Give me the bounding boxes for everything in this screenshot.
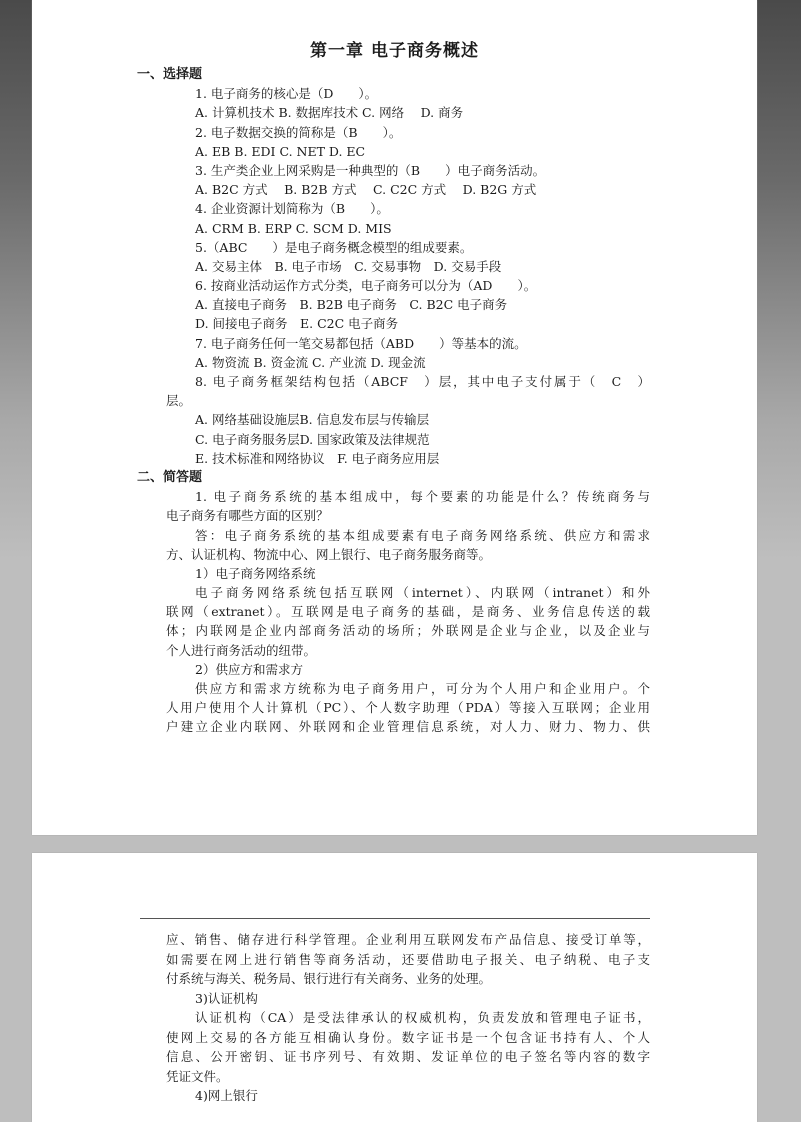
- text-line: 1. 电子商务的核心是（D ）。: [195, 86, 378, 102]
- document-page-1: [32, 0, 757, 835]
- text-line: 答：电子商务系统的基本组成要素有电子商务网络系统、供应方和需求: [195, 527, 650, 543]
- page-2-text: [32, 930, 757, 1106]
- text-line: 人用户使用个人计算机（PC）、个人数字助理（PDA）等接入互联网；企业用: [166, 700, 650, 716]
- text-line: 3)认证机构: [195, 990, 258, 1006]
- text-line: 联网（extranet）。互联网是电子商务的基础，是商务、业务信息传送的载: [166, 604, 650, 620]
- section-heading: 二、简答题: [137, 469, 203, 485]
- section-heading: 一、选择题: [137, 67, 203, 82]
- text-line: 认证机构（CA）是受法律承认的权威机构，负责发放和管理电子证书，: [195, 1010, 650, 1025]
- text-line: 付系统与海关、税务局、银行进行有关商务、业务的处理。: [166, 971, 492, 986]
- text-line: E. 技术标准和网络协议 F. 电子商务应用层: [195, 450, 440, 466]
- text-line: 方、认证机构、物流中心、网上银行、电子商务服务商等。: [166, 546, 492, 562]
- text-line: 3. 生产类企业上网采购是一种典型的（B ）电子商务活动。: [195, 162, 546, 178]
- text-line: 供应方和需求方统称为电子商务用户，可分为个人用户和企业用户。个: [195, 681, 650, 696]
- text-line: A. 直接电子商务 B. B2B 电子商务 C. B2C 电子商务: [195, 297, 508, 313]
- text-line: 2. 电子数据交换的简称是（B ）。: [195, 124, 402, 140]
- text-line: C. 电子商务服务层D. 国家政策及法律规范: [195, 431, 430, 447]
- text-line: 6. 按商业活动运作方式分类，电子商务可以分为（AD ）。: [195, 278, 537, 294]
- text-line: 4. 企业资源计划简称为（B ）。: [195, 201, 389, 217]
- text-line: 层。: [166, 393, 192, 409]
- text-line: 电子商务网络系统包括互联网（internet）、内联网（intranet）和外: [195, 585, 650, 601]
- text-line: 户建立企业内联网、外联网和企业管理信息系统，对人力、财力、物力、供: [166, 719, 650, 735]
- text-line: 凭证文件。: [166, 1068, 229, 1084]
- text-line: 信息、公开密钥、证书序列号、有效期、发证单位的电子签名等内容的数字: [166, 1049, 650, 1064]
- text-line: A. 网络基础设施层B. 信息发布层与传输层: [195, 412, 430, 428]
- text-line: 7. 电子商务任何一笔交易都包括（ABD ）等基本的流。: [195, 335, 527, 351]
- document-page-2: [32, 853, 757, 1122]
- text-line: A. CRM B. ERP C. SCM D. MIS: [195, 220, 392, 236]
- text-line: 5.（ABC ）是电子商务概念模型的组成要素。: [195, 239, 473, 255]
- text-line: 使网上交易的各方能互相确认身份。数字证书是一个包含证书持有人、个人: [166, 1029, 650, 1045]
- text-line: 4)网上银行: [195, 1088, 258, 1103]
- footnote-separator-line: [140, 918, 650, 919]
- text-line: 电子商务有哪些方面的区别？: [166, 508, 329, 524]
- text-line: 2）供应方和需求方: [195, 661, 303, 677]
- text-line: 1）电子商务网络系统: [195, 565, 316, 581]
- text-line: 1. 电子商务系统的基本组成中，每个要素的功能是什么？传统商务与: [195, 489, 650, 505]
- page-1-text: [32, 65, 757, 737]
- text-line: D. 间接电子商务 E. C2C 电子商务: [195, 316, 399, 332]
- text-line: A. 计算机技术 B. 数据库技术 C. 网络 D. 商务: [195, 105, 464, 121]
- text-line: 个人进行商务活动的纽带。: [166, 642, 317, 658]
- text-line: A. B2C 方式 B. B2B 方式 C. C2C 方式 D. B2G 方式: [195, 182, 537, 198]
- text-line: 如需要在网上进行销售等商务活动，还要借助电子报关、电子纳税、电子支: [166, 951, 650, 967]
- chapter-title: 第一章 电子商务概述: [310, 41, 479, 61]
- text-line: 体；内联网是企业内部商务活动的场所；外联网是企业与企业，以及企业与: [166, 623, 650, 639]
- text-line: 应、销售、储存进行科学管理。企业利用互联网发布产品信息、接受订单等，: [166, 932, 650, 947]
- text-line: A. 交易主体 B. 电子市场 C. 交易事物 D. 交易手段: [195, 258, 502, 274]
- text-line: A. 物资流 B. 资金流 C. 产业流 D. 现金流: [195, 354, 426, 370]
- text-line: A. EB B. EDI C. NET D. EC: [195, 143, 366, 159]
- text-line: 8. 电子商务框架结构包括（ABCF ）层，其中电子支付属于（ C ）: [195, 374, 650, 389]
